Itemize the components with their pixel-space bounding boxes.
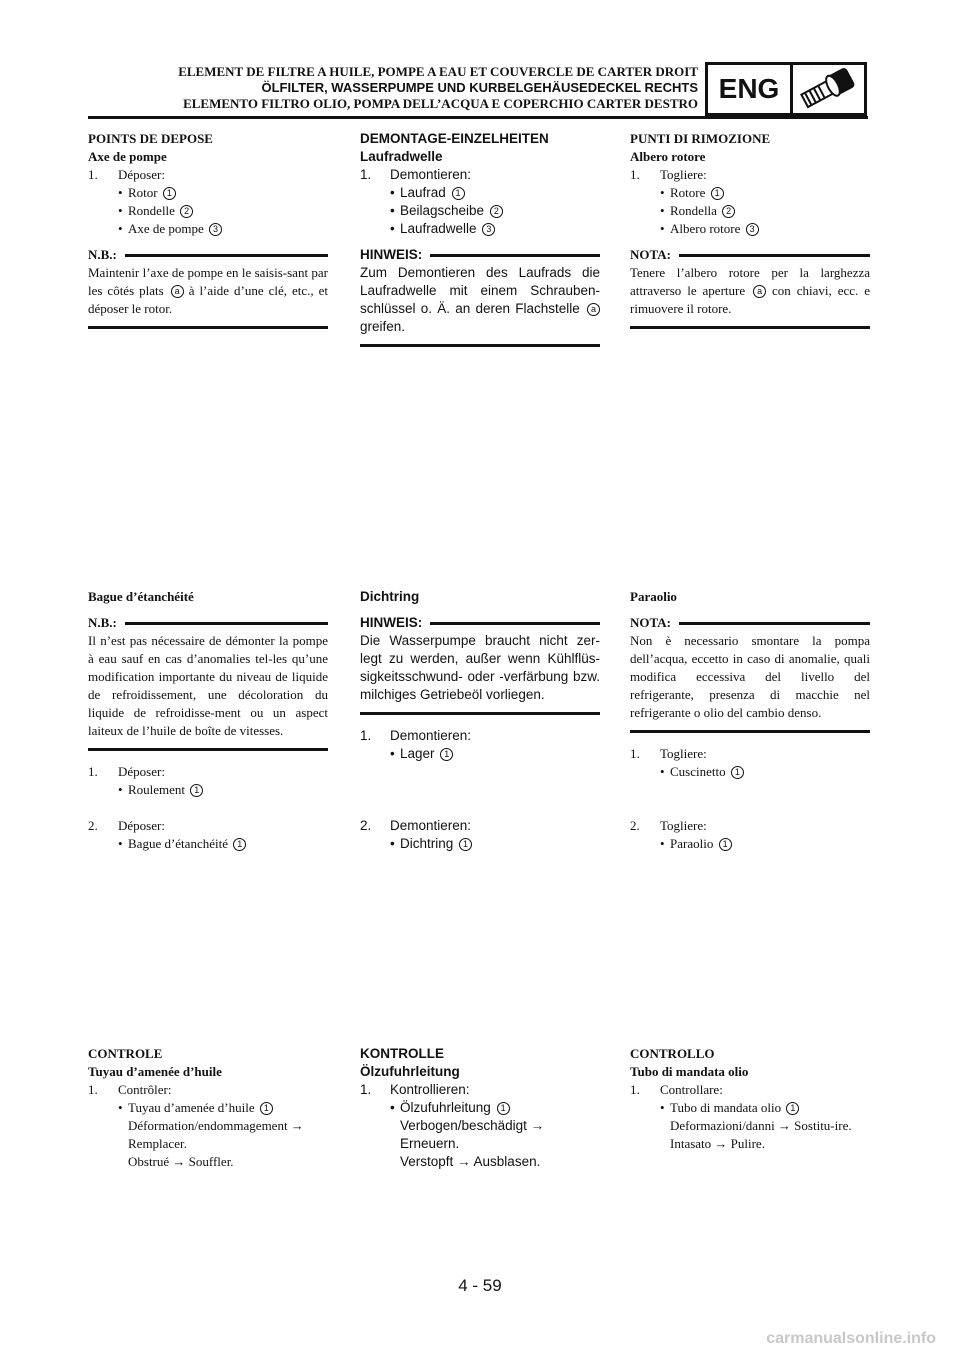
note-header: N.B.: xyxy=(88,246,328,264)
de-inspection-section xyxy=(360,1045,600,1171)
list-item: • Lager 1 xyxy=(360,745,600,763)
it-seal-step2 xyxy=(630,817,870,853)
condition-line: Verbogen/beschädigt → Erneuern. xyxy=(400,1118,545,1151)
note-end-rule xyxy=(360,712,600,715)
list-item: • Rondella 2 xyxy=(630,202,870,220)
language-tab xyxy=(705,62,867,116)
de-step-1: 1. Demontieren: xyxy=(360,167,472,182)
watermark-footer: carmanualsonline.info xyxy=(766,1330,936,1347)
fr-subtitle: Axe de pompe xyxy=(88,149,167,164)
it-seal-step-2: 2. Togliere: xyxy=(630,818,707,833)
header-title-de: ÖLFILTER, WASSERPUMPE UND KURBELGEHÄUSEDECKEL RECHTS xyxy=(261,80,698,95)
de-subtitle: Laufradwelle xyxy=(360,149,443,164)
fr-section-title: POINTS DE DEPOSE xyxy=(88,131,213,146)
de-seal-section xyxy=(360,588,600,763)
it-step-1: 1. Togliere: xyxy=(630,167,707,182)
list-item: • Roulement 1 xyxy=(88,781,328,799)
note-body: Tenere l’albero rotore per la larghezza attraverso le aperture a con chiavi, ecc. e rimuovere il rotore. xyxy=(630,265,870,316)
fr-inspection-section xyxy=(88,1045,328,1171)
it-inspection-sub: Tubo di mandata olio xyxy=(630,1064,749,1079)
page-number: 4 - 59 xyxy=(458,1276,502,1295)
header-rule xyxy=(88,116,868,119)
it-inspection-step: 1. Controllare: xyxy=(630,1082,723,1097)
header-title-fr: ELEMENT DE FILTRE A HUILE, POMPE A EAU ET COUVERCLE DE CARTER DROIT xyxy=(178,64,698,79)
note-end-rule xyxy=(88,748,328,751)
de-inspection-sub: Ölzufuhrleitung xyxy=(360,1064,460,1079)
fr-inspection-sub: Tuyau d’amenée d’huile xyxy=(88,1064,222,1079)
list-item: • Beilagscheibe 2 xyxy=(360,202,600,220)
de-inspection-step: 1. Kontrollieren: xyxy=(360,1082,470,1097)
fr-inspection-step: 1. Contrôler: xyxy=(88,1082,172,1097)
it-inspection-title: CONTROLLO xyxy=(630,1046,715,1061)
note-body: Maintenir l’axe de pompe en le saisis-sant par les côtés plats a à l’aide d’une clé, etc., et déposer le rotor. xyxy=(88,265,329,316)
lang-label: ENG xyxy=(708,65,793,113)
note-end-rule xyxy=(630,326,870,329)
section-header xyxy=(88,64,698,112)
fr-seal-step-2: 2. Déposer: xyxy=(88,818,165,833)
list-item: • Albero rotore 3 xyxy=(630,220,870,238)
list-item: • Paraolio 1 xyxy=(630,835,870,853)
list-item: • Rotore 1 xyxy=(630,184,870,202)
list-item: • Rotor 1 xyxy=(88,184,328,202)
de-seal-step-1: 1. Demontieren: xyxy=(360,728,472,743)
it-seal-step-1: 1. Togliere: xyxy=(630,746,707,761)
fr-removal-section xyxy=(88,130,328,341)
condition-line: Deformazioni/danni → Sostitu-ire. xyxy=(670,1118,852,1133)
de-seal-step-2: 2. Demontieren: xyxy=(360,818,472,833)
it-section-title: PUNTI DI RIMOZIONE xyxy=(630,131,771,146)
list-item: • Dichtring 1 xyxy=(360,835,600,853)
note-header: N.B.: xyxy=(88,614,328,632)
note-end-rule xyxy=(360,344,600,347)
de-seal-step2 xyxy=(360,817,600,853)
it-inspection-section xyxy=(630,1045,870,1153)
list-item: • Laufradwelle 3 xyxy=(360,220,600,238)
fr-seal-step-1: 1. Déposer: xyxy=(88,764,165,779)
note-body: Die Wasserpumpe braucht nicht zer-legt zu werden, außer wenn Kühlflüs-sigkeitsschwund- oder -verfärbung bzw. milchiges Getriebeöl vorliegen. xyxy=(360,633,600,702)
note-body: Zum Demontieren des Laufrads die Laufradwelle mit einem Schrauben-schlüssel o. Ä. an deren Flachstelle a greifen. xyxy=(360,265,600,334)
de-seal-title: Dichtring xyxy=(360,589,420,604)
condition-line: Déformation/endommagement → Remplacer. xyxy=(128,1118,304,1151)
note-body: Non è necessario smontare la pompa dell’acqua, eccetto in caso di anomalie, quali modifica eccessiva del livello del refrigerante, presenza di macchie nel refrigerante o olio del cambio denso. xyxy=(630,633,870,720)
list-item: • Cuscinetto 1 xyxy=(630,763,870,781)
condition-line: Obstrué → Souffler. xyxy=(128,1154,234,1169)
list-item: • Ölzufuhrleitung 1 xyxy=(360,1099,600,1117)
note-header: NOTA: xyxy=(630,614,870,632)
list-item: • Axe de pompe 3 xyxy=(88,220,328,238)
it-seal-title: Paraolio xyxy=(630,589,677,604)
it-subtitle: Albero rotore xyxy=(630,149,706,164)
note-header: HINWEIS: xyxy=(360,246,600,264)
condition-line: Verstopft → Ausblasen. xyxy=(400,1154,541,1169)
list-item: • Tuyau d’amenée d’huile 1 xyxy=(88,1099,328,1117)
note-body: Il n’est pas nécessaire de démonter la pompe à eau sauf en cas d’anomalies tel-les qu’une modification importante du niveau de liquide de refroidissement, une décoloration du liquide de refroidisse-ment ou un aspect laiteux de l’huile de boîte de vitesses. xyxy=(88,633,328,738)
list-item: • Bague d’étanchéité 1 xyxy=(88,835,328,853)
note-header: HINWEIS: xyxy=(360,614,600,632)
fr-step-1: 1. Déposer: xyxy=(88,167,165,182)
fr-seal-title: Bague d’étanchéité xyxy=(88,589,194,604)
note-end-rule xyxy=(630,730,870,733)
it-seal-section xyxy=(630,588,870,781)
list-item: • Tubo di mandata olio 1 xyxy=(630,1099,870,1117)
list-item: • Rondelle 2 xyxy=(88,202,328,220)
list-item: • Laufrad 1 xyxy=(360,184,600,202)
header-title-it: ELEMENTO FILTRO OLIO, POMPA DELL’ACQUA E COPERCHIO CARTER DESTRO xyxy=(183,96,698,111)
fr-seal-step2 xyxy=(88,817,328,853)
de-removal-section xyxy=(360,130,600,359)
note-header: NOTA: xyxy=(630,246,870,264)
fr-seal-section xyxy=(88,588,328,799)
it-removal-section xyxy=(630,130,870,341)
de-section-title: DEMONTAGE-EINZELHEITEN xyxy=(360,131,549,146)
note-end-rule xyxy=(88,326,328,329)
de-inspection-title: KONTROLLE xyxy=(360,1046,444,1061)
condition-line: Intasato → Pulire. xyxy=(670,1136,765,1151)
fr-inspection-title: CONTROLE xyxy=(88,1046,163,1061)
engine-tools-icon xyxy=(793,65,864,113)
